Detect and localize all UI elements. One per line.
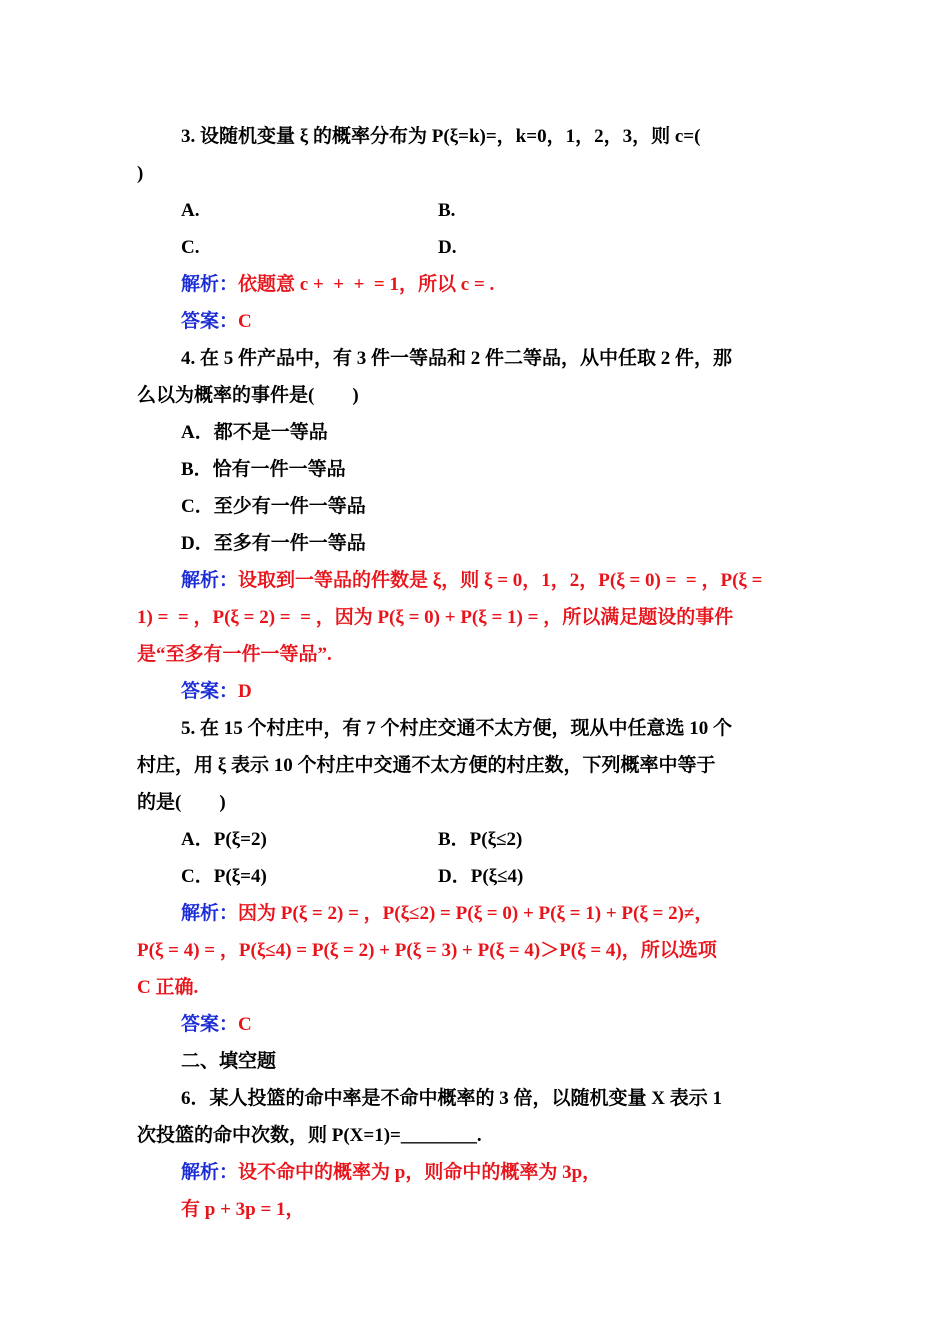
q4-analysis-line-3: 是“至多有一件一等品”. xyxy=(137,644,332,665)
q5-option-d: D．P(ξ≤4) xyxy=(438,866,524,887)
q3-option-c: C. xyxy=(181,237,200,258)
q3-stem-line-2: ) xyxy=(137,163,144,184)
q6-stem-line-1: 6．某人投篮的命中率是不命中概率的 3 倍，以随机变量 X 表示 1 xyxy=(181,1088,722,1109)
q4-analysis-line-2: 1) = = ，P(ξ = 2) = = ，因为 P(ξ = 0) + P(ξ = 1) = ，所以满足题设的事件 xyxy=(137,607,734,628)
q5-analysis-line-1 xyxy=(181,895,821,932)
q4-analysis-text-1: 设取到一等品的件数是 ξ，则 ξ = 0，1，2，P(ξ = 0) = = ，P(ξ = xyxy=(238,570,763,591)
q3-option-a: A. xyxy=(181,200,200,221)
q3-answer-value: C xyxy=(238,311,252,332)
q4-option-b: B．恰有一件一等品 xyxy=(181,459,346,480)
q3-option-d: D. xyxy=(438,237,457,258)
q3-analysis-text: 依题意 c + + + = 1，所以 c = . xyxy=(238,274,495,295)
q3-stem-line-1: 3. 设随机变量 ξ 的概率分布为 P(ξ=k)=，k=0，1，2，3，则 c=( xyxy=(181,126,701,147)
q3-analysis xyxy=(181,266,821,303)
q6-analysis-line-1 xyxy=(181,1154,821,1191)
q5-stem-line-1: 5. 在 15 个村庄中，有 7 个村庄交通不太方便，现从中任意选 10 个 xyxy=(181,718,733,739)
q5-stem-line-2: 村庄，用 ξ 表示 10 个村庄中交通不太方便的村庄数，下列概率中等于 xyxy=(137,755,716,776)
q3-answer xyxy=(181,303,821,340)
q5-answer-value: C xyxy=(238,1014,252,1035)
q5-stem-line-3: 的是( ) xyxy=(137,792,226,813)
analysis-label: 解析： xyxy=(181,1162,239,1183)
answer-label: 答案： xyxy=(181,681,239,702)
q5-option-c: C．P(ξ=4) xyxy=(181,866,267,887)
q5-analysis-line-3: C 正确. xyxy=(137,977,199,998)
q4-option-c: C．至少有一件一等品 xyxy=(181,496,366,517)
q6-analysis-line-2: 有 p + 3p = 1， xyxy=(181,1199,305,1220)
q5-option-b: B．P(ξ≤2) xyxy=(438,829,523,850)
answer-label: 答案： xyxy=(181,311,239,332)
q3-option-b: B. xyxy=(438,200,456,221)
q5-answer xyxy=(181,1006,821,1043)
analysis-label: 解析： xyxy=(181,274,239,295)
q5-option-a: A．P(ξ=2) xyxy=(181,829,267,850)
q4-answer-value: D xyxy=(238,681,252,702)
q5-analysis-line-2: P(ξ = 4) = ，P(ξ≤4) = P(ξ = 2) + P(ξ = 3) + P(ξ = 4)＞P(ξ = 4)，所以选项 xyxy=(137,940,717,961)
q5-analysis-text-1: 因为 P(ξ = 2) = ，P(ξ≤2) = P(ξ = 0) + P(ξ = 1) + P(ξ = 2)≠， xyxy=(238,903,714,924)
q4-option-a: A．都不是一等品 xyxy=(181,422,328,443)
q6-stem-line-2: 次投篮的命中次数，则 P(X=1)=________. xyxy=(137,1125,482,1146)
q4-option-d: D．至多有一件一等品 xyxy=(181,533,366,554)
q6-analysis-text-1: 设不命中的概率为 p，则命中的概率为 3p， xyxy=(238,1162,602,1183)
analysis-label: 解析： xyxy=(181,903,239,924)
q4-stem-line-1: 4. 在 5 件产品中，有 3 件一等品和 2 件二等品，从中任取 2 件，那 xyxy=(181,348,733,369)
q4-answer xyxy=(181,673,821,710)
q4-stem-line-2: 么以为概率的事件是( ) xyxy=(137,385,359,406)
section-title: 二、填空题 xyxy=(181,1051,277,1072)
answer-label: 答案： xyxy=(181,1014,239,1035)
q4-analysis-line-1 xyxy=(181,562,821,599)
analysis-label: 解析： xyxy=(181,570,239,591)
